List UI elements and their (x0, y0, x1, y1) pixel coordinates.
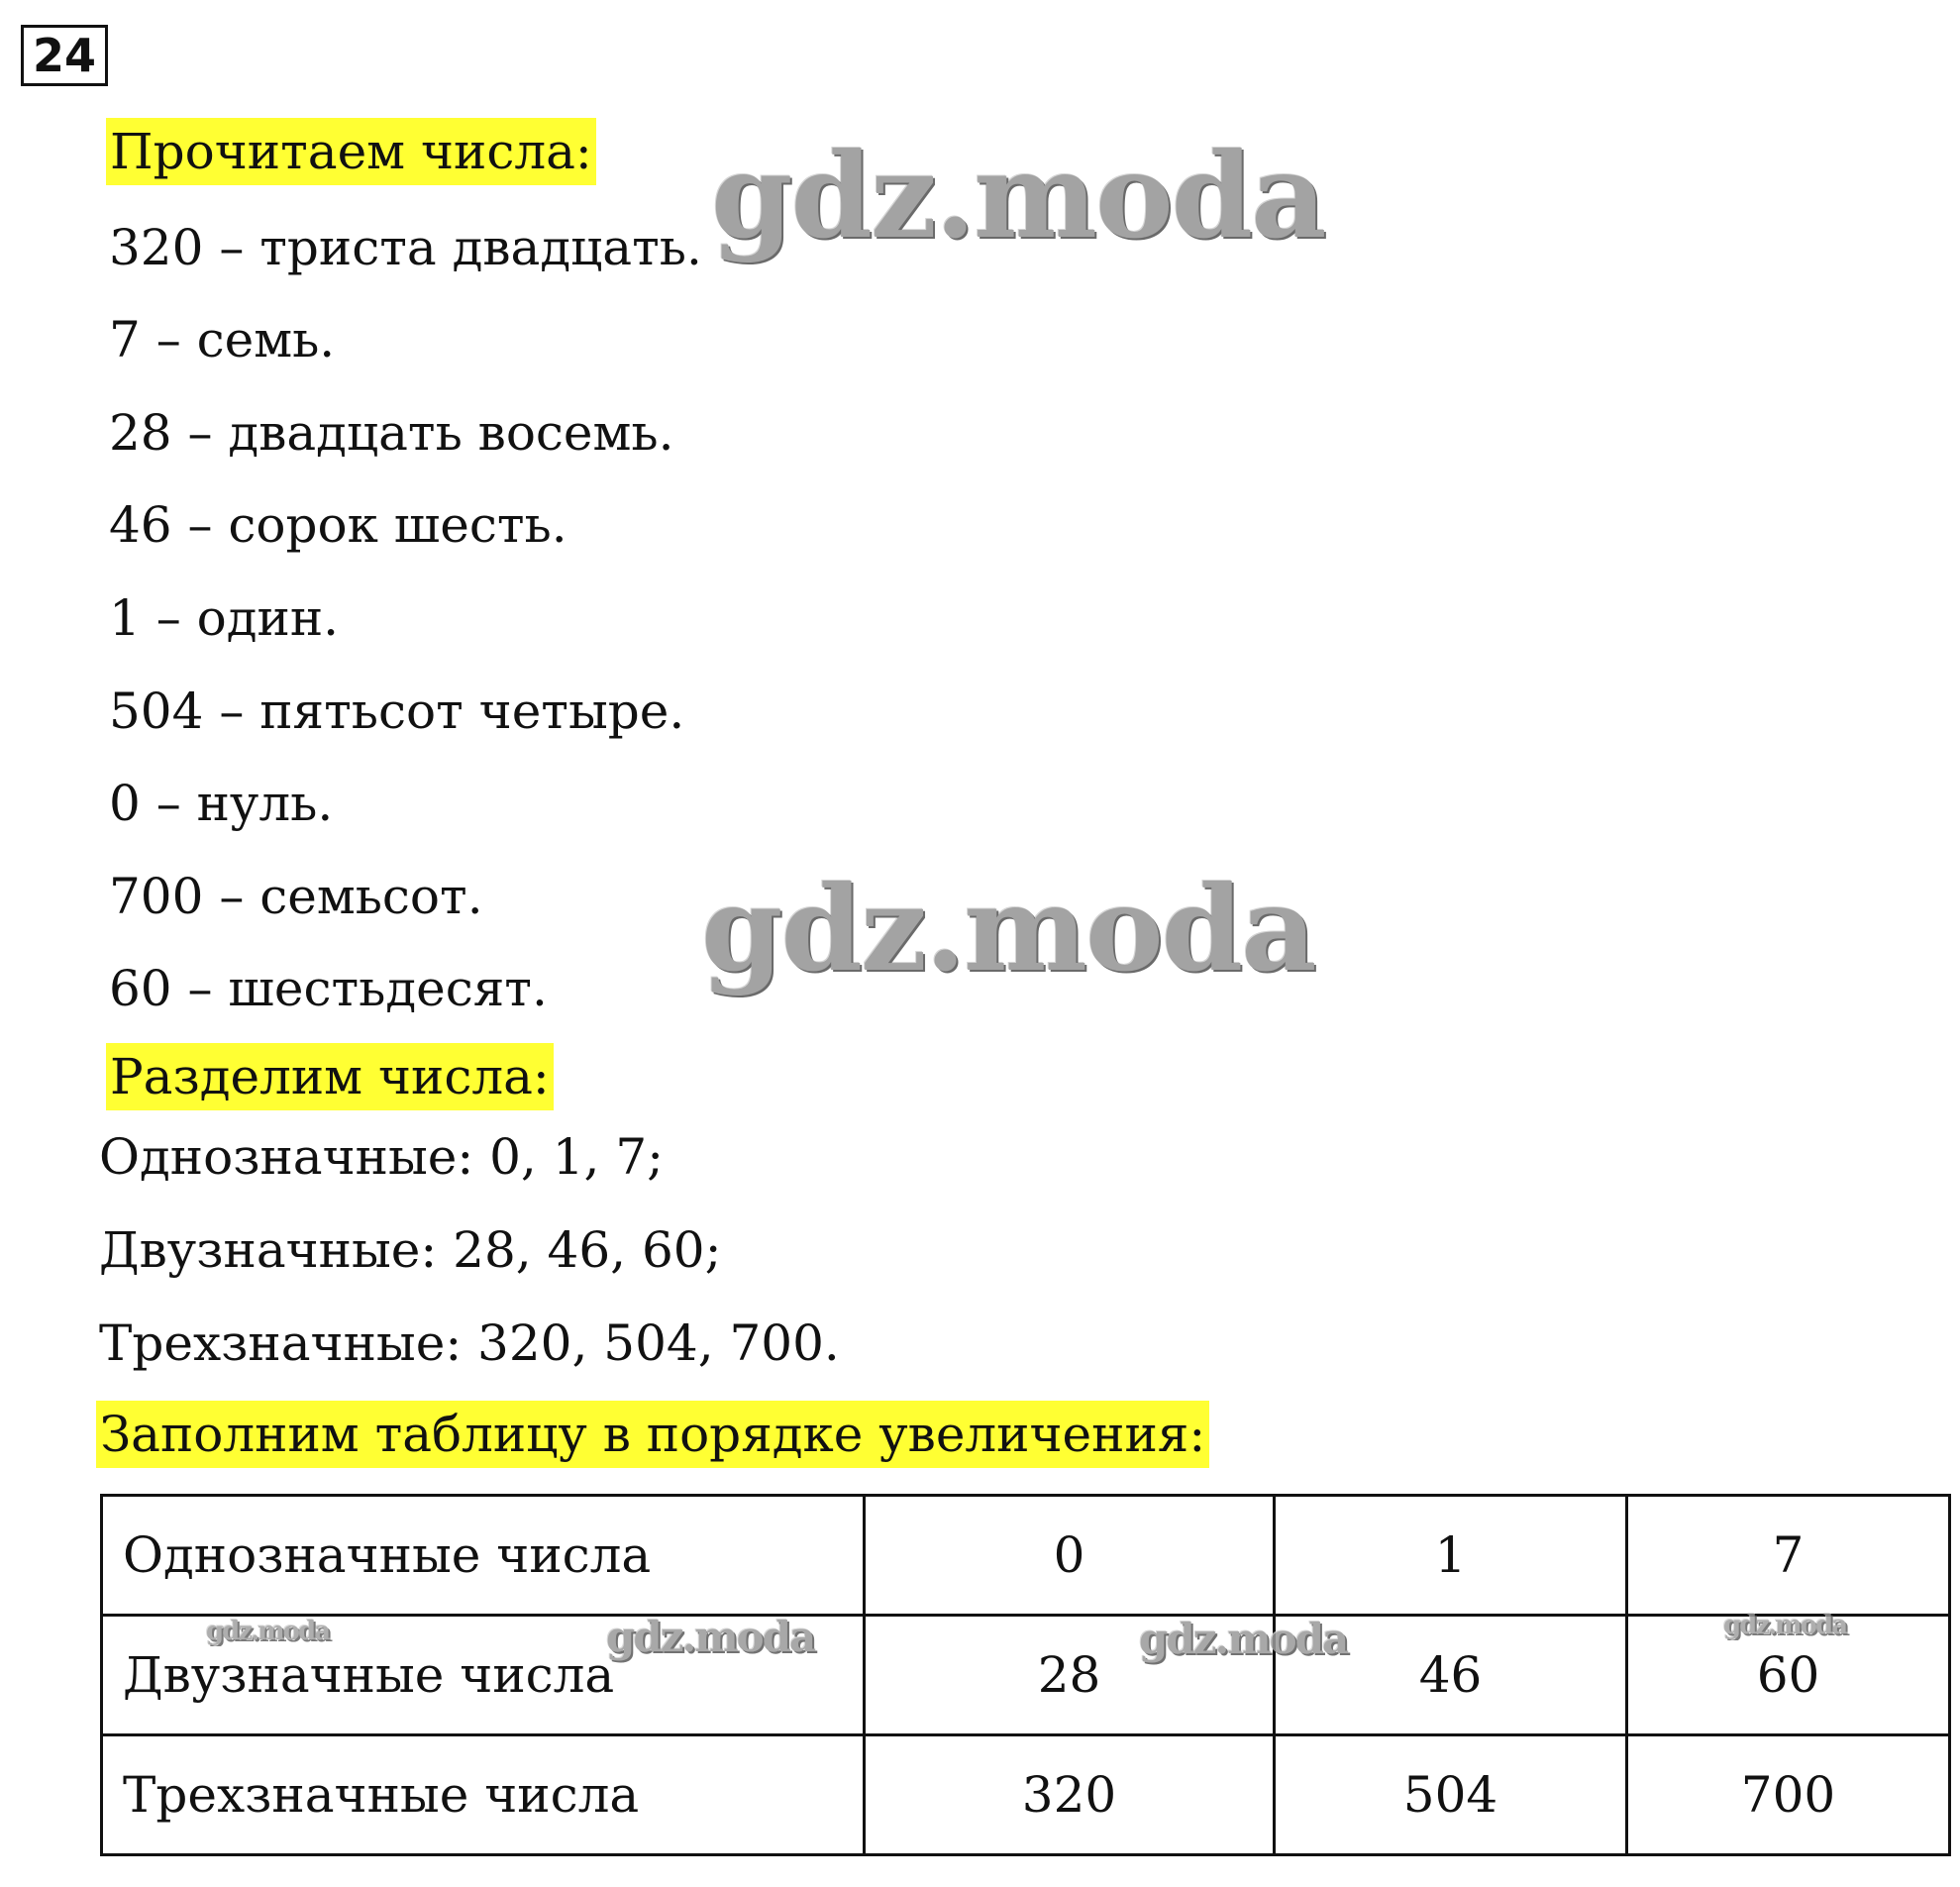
watermark-logo: gdz.moda (206, 1617, 330, 1646)
table-row (102, 1616, 1950, 1735)
table-cell: 1 (1275, 1496, 1627, 1616)
read-line-46: 46 – сорок шесть. (109, 496, 567, 554)
table-cell: 320 (865, 1735, 1275, 1855)
row-label: Двузначные числа (102, 1616, 865, 1735)
read-line-0: 0 – нуль. (109, 775, 334, 832)
watermark-logo: gdz.moda (1139, 1615, 1348, 1663)
read-line-28: 28 – двадцать восемь. (109, 404, 674, 462)
table-cell: 60 (1627, 1616, 1950, 1735)
split-line-double: Двузначные: 28, 46, 60; (99, 1221, 722, 1279)
table-cell: 700 (1627, 1735, 1950, 1855)
heading-read: Прочитаем числа: (106, 118, 596, 185)
read-line-60: 60 – шестьдесят. (109, 960, 548, 1017)
heading-split: Разделим числа: (106, 1043, 554, 1110)
read-line-7: 7 – семь. (109, 311, 336, 368)
split-line-triple: Трехзначные: 320, 504, 700. (99, 1314, 840, 1372)
row-label: Трехзначные числа (102, 1735, 865, 1855)
task-number: 24 (21, 25, 108, 86)
watermark-logo: gdz.moda (1723, 1611, 1847, 1640)
read-line-1: 1 – один. (109, 589, 340, 647)
watermark-logo: gdz.moda (701, 860, 1315, 997)
table-row (102, 1496, 1950, 1616)
numbers-table (100, 1494, 1951, 1856)
row-label: Однозначные числа (102, 1496, 865, 1616)
watermark-logo: gdz.moda (711, 127, 1325, 264)
table-cell: 504 (1275, 1735, 1627, 1855)
watermark-logo: gdz.moda (606, 1613, 815, 1661)
read-line-504: 504 – пятьсот четыре. (109, 682, 685, 740)
table-cell: 7 (1627, 1496, 1950, 1616)
table-cell: 0 (865, 1496, 1275, 1616)
heading-table: Заполним таблицу в порядке увеличения: (96, 1401, 1209, 1468)
split-line-single: Однозначные: 0, 1, 7; (99, 1128, 664, 1186)
table-cell: 46 (1275, 1616, 1627, 1735)
table-row (102, 1735, 1950, 1855)
read-line-320: 320 – триста двадцать. (109, 219, 702, 276)
read-line-700: 700 – семьсот. (109, 868, 483, 925)
table-cell: 28 (865, 1616, 1275, 1735)
